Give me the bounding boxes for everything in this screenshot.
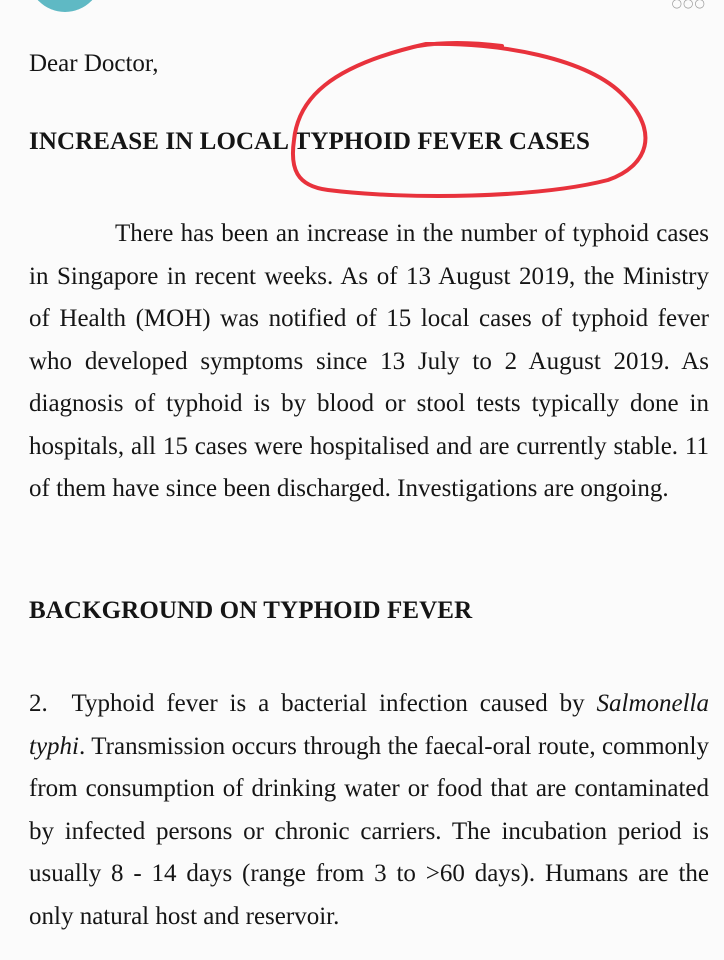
paragraph-increase: There has been an increase in the number of typhoid cases in Singapore in recent weeks. As of 13 August 2019, the Ministry of Health (MOH) was notified of 15 local cases of typhoid fever who developed symptoms since 13 July to 2 August 2019. As diagnosis of typhoid is by blood or stool tests typically done in hospitals, all 15 cases were hospitalised and are currently stable. 11 of them have since been discharged. Investigations are ongoing. [29, 220, 709, 502]
paragraph-background [29, 683, 709, 938]
paragraph-text-end: . Transmission occurs through the faecal-oral route, commonly from consumption of drinking water or food that are contaminated by infected persons or chronic carriers. The incubation period is usually 8 - 14 days (range from 3 to >60 days). Humans are the only natural host and reservoir. [29, 732, 709, 930]
paragraph-number: 2. [29, 690, 48, 717]
more-options-icon[interactable]: ○○○ [671, 0, 706, 10]
organism-name: Salmonella typhi [29, 690, 709, 760]
greeting: Dear Doctor, [29, 50, 159, 77]
heading-background: BACKGROUND ON TYPHOID FEVER [29, 597, 473, 624]
heading-increase-cases: INCREASE IN LOCAL TYPHOID FEVER CASES [29, 128, 590, 155]
profile-avatar[interactable] [28, 0, 102, 12]
paragraph-text-start: Typhoid fever is a bacterial infection caused by [71, 690, 597, 717]
